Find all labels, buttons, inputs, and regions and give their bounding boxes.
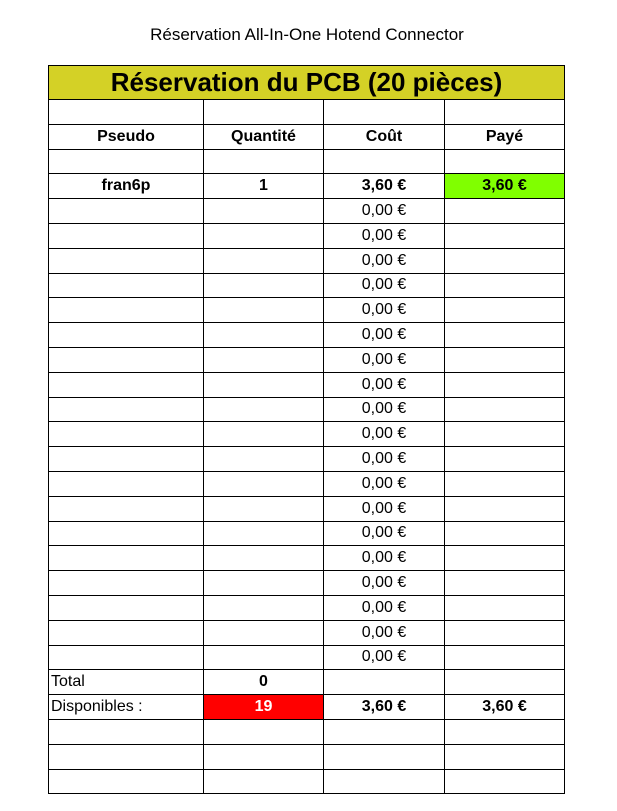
header-paye[interactable]: Payé <box>445 124 565 149</box>
cout-cell[interactable]: 0,00 € <box>324 546 445 571</box>
quantite-cell[interactable] <box>204 471 324 496</box>
quantite-cell[interactable] <box>204 620 324 645</box>
cout-cell[interactable]: 0,00 € <box>324 447 445 472</box>
quantite-cell[interactable] <box>204 323 324 348</box>
table-row <box>49 620 565 645</box>
cell[interactable] <box>445 149 565 174</box>
cout-cell[interactable]: 0,00 € <box>324 372 445 397</box>
quantite-cell[interactable] <box>204 447 324 472</box>
paye-cell[interactable] <box>445 595 565 620</box>
table-row <box>49 571 565 596</box>
table-row <box>49 248 565 273</box>
cell[interactable] <box>204 100 324 125</box>
disponibles-label[interactable]: Disponibles : <box>49 695 204 720</box>
quantite-cell[interactable] <box>204 546 324 571</box>
pseudo-cell[interactable] <box>49 447 204 472</box>
cell[interactable] <box>324 769 445 794</box>
cout-cell[interactable]: 0,00 € <box>324 645 445 670</box>
table-row <box>49 422 565 447</box>
spacer-row <box>49 719 565 744</box>
cout-cell[interactable]: 0,00 € <box>324 273 445 298</box>
reservation-sheet <box>48 65 565 794</box>
cell[interactable] <box>445 744 565 769</box>
paye-cell[interactable]: 3,60 € <box>445 174 565 199</box>
header-pseudo[interactable]: Pseudo <box>49 124 204 149</box>
pseudo-cell[interactable] <box>49 223 204 248</box>
paye-cell[interactable] <box>445 521 565 546</box>
cell[interactable] <box>204 744 324 769</box>
quantite-cell[interactable]: 1 <box>204 174 324 199</box>
pseudo-cell[interactable]: fran6p <box>49 174 204 199</box>
quantite-cell[interactable] <box>204 595 324 620</box>
paye-cell[interactable] <box>445 372 565 397</box>
disponibles-paye[interactable]: 3,60 € <box>445 695 565 720</box>
document-title: Réservation All-In-One Hotend Connector <box>150 25 464 44</box>
quantite-cell[interactable] <box>204 496 324 521</box>
quantite-cell[interactable] <box>204 397 324 422</box>
paye-cell[interactable] <box>445 422 565 447</box>
pseudo-cell[interactable] <box>49 571 204 596</box>
pseudo-cell[interactable] <box>49 422 204 447</box>
cout-cell[interactable]: 0,00 € <box>324 199 445 224</box>
disponibles-quantite[interactable]: 19 <box>204 695 324 720</box>
cell[interactable] <box>204 149 324 174</box>
cell[interactable] <box>49 744 204 769</box>
cell[interactable] <box>204 769 324 794</box>
paye-cell[interactable] <box>445 471 565 496</box>
header-row <box>49 124 565 149</box>
paye-cell[interactable] <box>445 323 565 348</box>
table-row <box>49 323 565 348</box>
paye-cell[interactable] <box>445 347 565 372</box>
table-row <box>49 298 565 323</box>
paye-cell[interactable] <box>445 298 565 323</box>
paye-cell[interactable] <box>445 223 565 248</box>
paye-cell[interactable] <box>445 571 565 596</box>
cell[interactable] <box>49 100 204 125</box>
table-row <box>49 471 565 496</box>
table-row <box>49 447 565 472</box>
pseudo-cell[interactable] <box>49 471 204 496</box>
cell[interactable] <box>49 149 204 174</box>
cell[interactable] <box>445 100 565 125</box>
disponibles-row <box>49 695 565 720</box>
cell[interactable] <box>49 719 204 744</box>
table-row <box>49 174 565 199</box>
cout-cell[interactable]: 0,00 € <box>324 496 445 521</box>
header-cout[interactable]: Coût <box>324 124 445 149</box>
cout-cell[interactable]: 0,00 € <box>324 323 445 348</box>
cout-cell[interactable]: 0,00 € <box>324 595 445 620</box>
cout-cell[interactable]: 0,00 € <box>324 521 445 546</box>
table-row <box>49 645 565 670</box>
table-row <box>49 595 565 620</box>
table-row <box>49 223 565 248</box>
quantite-cell[interactable] <box>204 521 324 546</box>
pseudo-cell[interactable] <box>49 323 204 348</box>
quantite-cell[interactable] <box>204 645 324 670</box>
cell[interactable] <box>324 719 445 744</box>
table-row <box>49 546 565 571</box>
cell[interactable] <box>324 744 445 769</box>
cell[interactable] <box>324 670 445 695</box>
paye-cell[interactable] <box>445 447 565 472</box>
quantite-cell[interactable] <box>204 372 324 397</box>
pseudo-cell[interactable] <box>49 372 204 397</box>
pseudo-cell[interactable] <box>49 546 204 571</box>
cell[interactable] <box>445 769 565 794</box>
cout-cell[interactable]: 0,00 € <box>324 620 445 645</box>
sheet-title-row <box>49 66 565 100</box>
quantite-cell[interactable] <box>204 422 324 447</box>
cout-cell[interactable]: 0,00 € <box>324 248 445 273</box>
sheet-title[interactable]: Réservation du PCB (20 pièces) <box>49 66 565 100</box>
paye-cell[interactable] <box>445 546 565 571</box>
pseudo-cell[interactable] <box>49 521 204 546</box>
table-row <box>49 199 565 224</box>
spacer-row <box>49 149 565 174</box>
pseudo-cell[interactable] <box>49 397 204 422</box>
quantite-cell[interactable] <box>204 347 324 372</box>
cell[interactable] <box>204 719 324 744</box>
disponibles-cout[interactable]: 3,60 € <box>324 695 445 720</box>
quantite-cell[interactable] <box>204 223 324 248</box>
paye-cell[interactable] <box>445 620 565 645</box>
table-row <box>49 496 565 521</box>
pseudo-cell[interactable] <box>49 298 204 323</box>
cout-cell[interactable]: 0,00 € <box>324 347 445 372</box>
cell[interactable] <box>324 149 445 174</box>
spacer-row <box>49 769 565 794</box>
pseudo-cell[interactable] <box>49 496 204 521</box>
cout-cell[interactable]: 0,00 € <box>324 422 445 447</box>
paye-cell[interactable] <box>445 496 565 521</box>
cell[interactable] <box>445 719 565 744</box>
cout-cell[interactable]: 3,60 € <box>324 174 445 199</box>
pseudo-cell[interactable] <box>49 620 204 645</box>
cell[interactable] <box>49 769 204 794</box>
paye-cell[interactable] <box>445 199 565 224</box>
table-row <box>49 521 565 546</box>
cout-cell[interactable]: 0,00 € <box>324 397 445 422</box>
quantite-cell[interactable] <box>204 298 324 323</box>
quantite-cell[interactable] <box>204 571 324 596</box>
pseudo-cell[interactable] <box>49 248 204 273</box>
header-quantite[interactable]: Quantité <box>204 124 324 149</box>
cout-cell[interactable]: 0,00 € <box>324 298 445 323</box>
cell[interactable] <box>324 100 445 125</box>
spacer-row <box>49 100 565 125</box>
pseudo-cell[interactable] <box>49 645 204 670</box>
pseudo-cell[interactable] <box>49 199 204 224</box>
quantite-cell[interactable] <box>204 248 324 273</box>
pseudo-cell[interactable] <box>49 595 204 620</box>
paye-cell[interactable] <box>445 397 565 422</box>
total-label[interactable]: Total <box>49 670 204 695</box>
paye-cell[interactable] <box>445 273 565 298</box>
spacer-row <box>49 744 565 769</box>
paye-cell[interactable] <box>445 645 565 670</box>
cout-cell[interactable]: 0,00 € <box>324 471 445 496</box>
paye-cell[interactable] <box>445 248 565 273</box>
cout-cell[interactable]: 0,00 € <box>324 571 445 596</box>
quantite-cell[interactable] <box>204 273 324 298</box>
total-quantite[interactable]: 0 <box>204 670 324 695</box>
cout-cell[interactable]: 0,00 € <box>324 223 445 248</box>
table-row <box>49 397 565 422</box>
pseudo-cell[interactable] <box>49 273 204 298</box>
table-row <box>49 372 565 397</box>
table-row <box>49 347 565 372</box>
total-row <box>49 670 565 695</box>
table-row <box>49 273 565 298</box>
cell[interactable] <box>445 670 565 695</box>
quantite-cell[interactable] <box>204 199 324 224</box>
pseudo-cell[interactable] <box>49 347 204 372</box>
